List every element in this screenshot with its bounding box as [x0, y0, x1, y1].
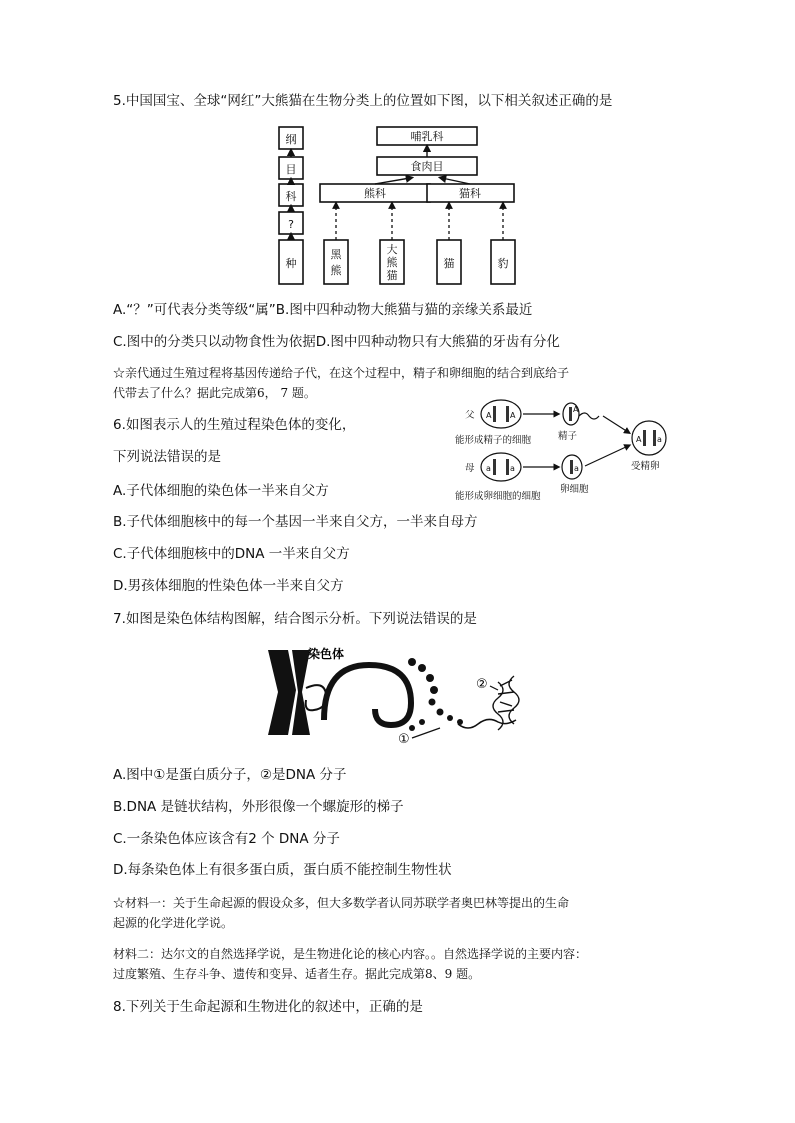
sperm-allele: A — [573, 405, 579, 414]
mother-allele-2: a — [510, 464, 515, 473]
egg-allele: a — [574, 464, 579, 473]
q6-option-c: C.子代体细胞核中的DNA 一半来自父方 — [113, 546, 350, 562]
q6-option-a: A.子代体细胞的染色体一半来自父方 — [113, 483, 329, 499]
animal-cat: 猫 — [443, 257, 455, 270]
rank-unknown: ? — [288, 218, 294, 231]
q5-option-cd: C.图中的分类只以动物食性为依据D.图中四种动物只有大熊猫的牙齿有分化 — [113, 334, 560, 350]
zygote-label: 受精卵 — [631, 461, 660, 472]
animal-leopard: 豹 — [497, 257, 509, 270]
q6-stem-1: 6.如图表示人的生殖过程染色体的变化， — [113, 417, 356, 433]
marker-2: ② — [476, 677, 488, 692]
animal-panda-1: 大 — [386, 243, 398, 256]
sperm-label: 精子 — [558, 431, 578, 442]
rank-order: 目 — [285, 163, 297, 176]
father-allele-2: A — [510, 411, 516, 420]
intro-67-line2: 代带去了什么？据此完成第6， 7 题。 — [113, 386, 316, 400]
father-cell-label: 能形成精子的细胞 — [455, 435, 532, 446]
q6-stem-2: 下列说法错误的是 — [113, 449, 221, 465]
q6-option-b: B.子代体细胞核中的每一个基因一半来自父方，一半来自母方 — [113, 514, 478, 530]
node-mammal: 哺乳科 — [410, 130, 444, 143]
material-1-line2: 起源的化学进化学说。 — [113, 916, 234, 930]
animal-black-bear-1: 黑 — [330, 248, 342, 261]
rank-family: 科 — [285, 190, 297, 203]
q6-option-d: D.男孩体细胞的性染色体一半来自父方 — [113, 578, 344, 594]
rank-species: 种 — [285, 257, 297, 270]
mother-allele-1: a — [486, 464, 491, 473]
node-cat-family: 猫科 — [459, 187, 481, 200]
marker-1: ① — [398, 732, 410, 747]
mother-label: 母 — [465, 463, 475, 474]
father-label: 父 — [465, 410, 475, 421]
taxonomy-diagram — [270, 124, 530, 287]
q8-stem: 8.下列关于生命起源和生物进化的叙述中，正确的是 — [113, 999, 423, 1015]
q7-stem: 7.如图是染色体结构图解，结合图示分析。下列说法错误的是 — [113, 611, 477, 627]
father-allele-1: A — [486, 411, 492, 420]
q7-option-d: D.每条染色体上有很多蛋白质，蛋白质不能控制生物性状 — [113, 862, 452, 878]
reproduction-diagram — [445, 394, 675, 506]
q7-option-c: C.一条染色体应该含有2 个 DNA 分子 — [113, 831, 340, 847]
egg-label: 卵细胞 — [560, 484, 589, 495]
q7-option-b: B.DNA 是链状结构，外形很像一个螺旋形的梯子 — [113, 799, 404, 815]
material-1-line1: ☆材料一：关于生命起源的假设众多，但大多数学者认同苏联学者奥巴林等提出的生命 — [113, 896, 570, 910]
mother-cell-label: 能形成卵细胞的细胞 — [455, 491, 541, 502]
q5-stem: 5.中国国宝、全球“网红”大熊猫在生物分类上的位置如下图，以下相关叙述正确的是 — [113, 93, 613, 109]
intro-67-line1: ☆亲代通过生殖过程将基因传递给子代，在这个过程中，精子和卵细胞的结合到底给子 — [113, 366, 570, 380]
material-2-line1: 材料二：达尔文的自然选择学说，是生物进化论的核心内容。。自然选择学说的主要内容： — [113, 947, 588, 961]
node-bear-family: 熊科 — [364, 187, 386, 200]
rank-class: 纲 — [285, 133, 297, 146]
animal-black-bear-2: 熊 — [330, 264, 342, 277]
chromosome-diagram — [262, 640, 547, 750]
node-carnivora: 食肉目 — [410, 160, 444, 173]
animal-panda-3: 猫 — [386, 269, 398, 282]
material-2-line2: 过度繁殖、生存斗争、遗传和变异、适者生存。据此完成第8、9 题。 — [113, 967, 481, 981]
q7-option-a: A.图中①是蛋白质分子，②是DNA 分子 — [113, 767, 347, 783]
animal-panda-2: 熊 — [386, 256, 398, 269]
q5-option-ab: A.“？”可代表分类等级“属”B.图中四种动物大熊猫与猫的亲缘关系最近 — [113, 302, 533, 318]
zygote-allele-1: A — [636, 435, 642, 444]
chromosome-label: 染色体 — [308, 647, 345, 661]
zygote-allele-2: a — [657, 435, 662, 444]
